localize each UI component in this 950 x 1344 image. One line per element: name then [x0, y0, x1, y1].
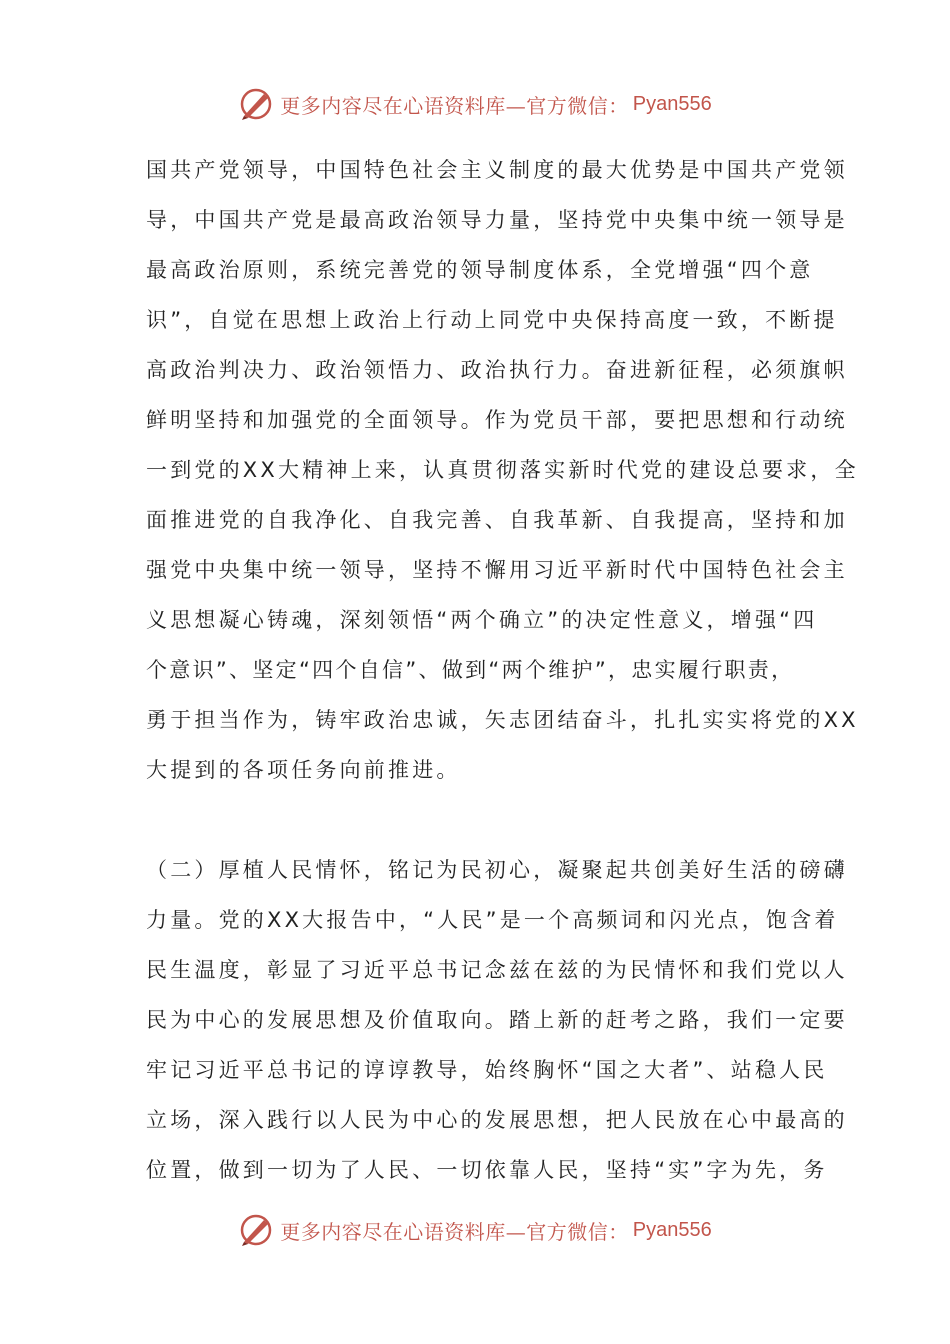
- text-line: （二）厚植人民情怀，铭记为民初心，凝聚起共创美好生活的磅礴: [146, 858, 848, 882]
- pen-logo-icon: [238, 1212, 274, 1248]
- header-banner: [0, 82, 950, 126]
- text-line: 义思想凝心铸魂，深刻领悟“两个确立”的决定性意义，增强“四: [146, 608, 818, 632]
- banner-text: 更多内容尽在心语资料库—官方微信：: [280, 93, 629, 118]
- text-line: 最高政治原则，系统完善党的领导制度体系，全党增强“四个意: [146, 258, 814, 282]
- paragraph: [146, 145, 859, 795]
- pen-logo-icon: [238, 86, 274, 122]
- text-line: 力量。党的XX大报告中，“人民”是一个高频词和闪光点，饱含着: [146, 908, 839, 932]
- text-line: 民生温度，彰显了习近平总书记念兹在兹的为民情怀和我们党以人: [146, 958, 848, 982]
- text-line: 大提到的各项任务向前推进。: [146, 758, 461, 782]
- paragraph: [146, 845, 848, 1195]
- text-line: 高政治判决力、政治领悟力、政治执行力。奋进新征程，必须旗帜: [146, 358, 848, 382]
- text-line: 强党中央集中统一领导，坚持不懈用习近平新时代中国特色社会主: [146, 558, 848, 582]
- text-line: 一到党的XX大精神上来，认真贯彻落实新时代党的建设总要求，全: [146, 458, 859, 482]
- text-line: 牢记习近平总书记的谆谆教导，始终胸怀“国之大者”、站稳人民: [146, 1058, 828, 1082]
- text-line: 勇于担当作为，铸牢政治忠诚，矢志团结奋斗，扎扎实实将党的XX: [146, 708, 859, 732]
- text-line: 鲜明坚持和加强党的全面领导。作为党员干部，要把思想和行动统: [146, 408, 848, 432]
- text-line: 国共产党领导，中国特色社会主义制度的最大优势是中国共产党领: [146, 158, 848, 182]
- text-line: 立场，深入践行以人民为中心的发展思想，把人民放在心中最高的: [146, 1108, 848, 1132]
- footer-banner: [0, 1208, 950, 1252]
- text-line: 导，中国共产党是最高政治领导力量，坚持党中央集中统一领导是: [146, 208, 848, 232]
- document-body: [146, 145, 859, 1195]
- text-line: 民为中心的发展思想及价值取向。踏上新的赶考之路，我们一定要: [146, 1008, 848, 1032]
- text-line: 位置，做到一切为了人民、一切依靠人民，坚持“实”字为先，务: [146, 1158, 828, 1182]
- wechat-id: Pyan556: [632, 92, 712, 115]
- text-line: 面推进党的自我净化、自我完善、自我革新、自我提高，坚持和加: [146, 508, 848, 532]
- text-line: 个意识”、坚定“四个自信”、做到“两个维护”，忠实履行职责，: [146, 658, 795, 682]
- paragraph-spacer: [146, 795, 818, 845]
- wechat-id: Pyan556: [632, 1218, 712, 1241]
- banner-text: 更多内容尽在心语资料库—官方微信：: [280, 1219, 629, 1244]
- text-line: 识”，自觉在思想上政治上行动上同党中央保持高度一致，不断提: [146, 308, 838, 332]
